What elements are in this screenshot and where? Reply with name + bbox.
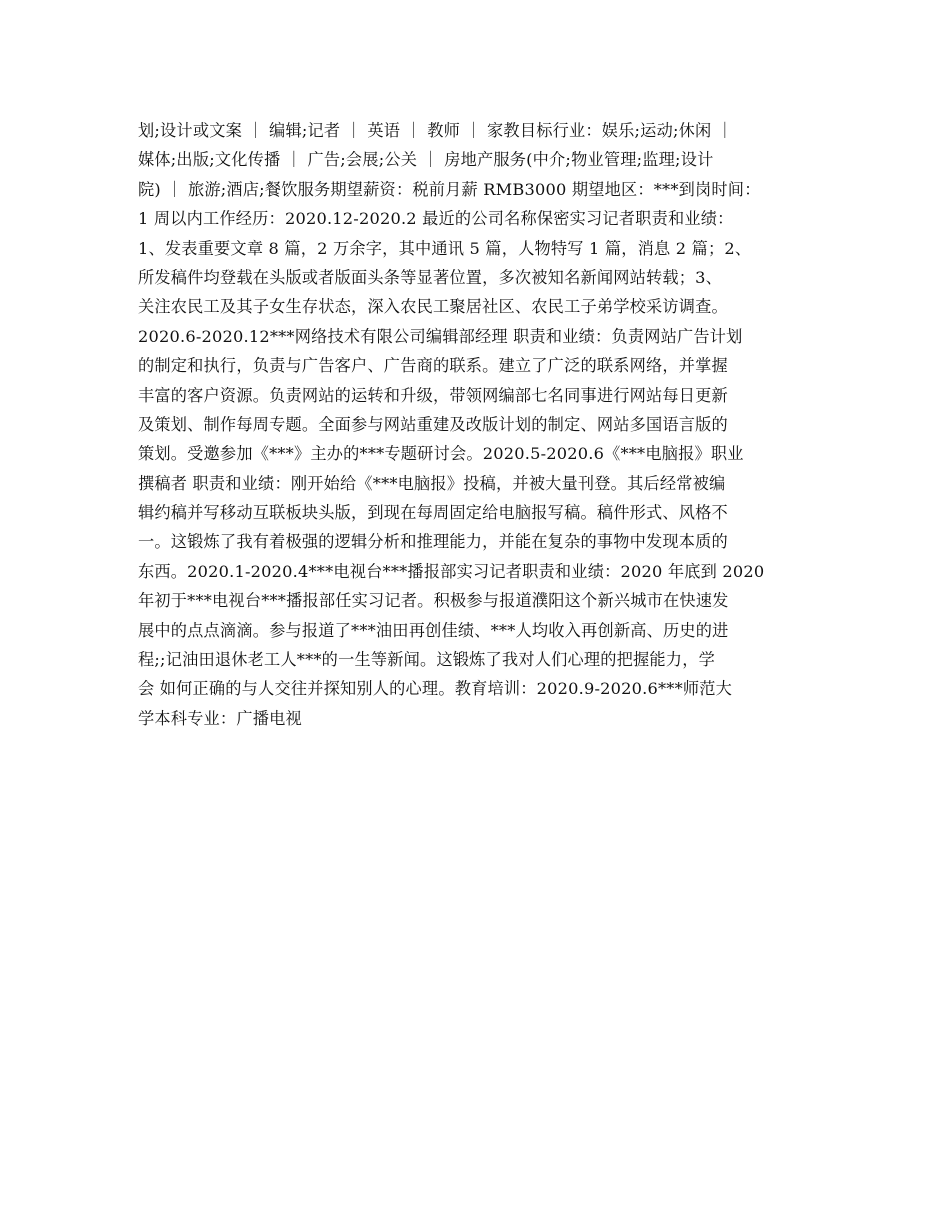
text-line: 一。这锻炼了我有着极强的逻辑分析和推理能力，并能在复杂的事物中发现本质的 — [138, 532, 728, 552]
text-line: 及策划、制作每周专题。全面参与网站重建及改版计划的制定、网站多国语言版的 — [138, 414, 728, 434]
text-line: 丰富的客户资源。负责网站的运转和升级，带领网编部七名同事进行网站每日更新 — [138, 385, 728, 405]
text-line: 策划。受邀参加《***》主办的***专题研讨会。2020.5-2020.6《***电脑报》职业 — [138, 444, 744, 464]
text-line: 年初于***电视台***播报部任实习记者。积极参与报道濮阳这个新兴城市在快速发 — [138, 591, 729, 611]
text-line: 辑约稿并写移动互联板块头版，到现在每周固定给电脑报写稿。稿件形式、风格不 — [138, 503, 728, 523]
text-line: 程;;记油田退休老工人***的一生等新闻。这锻炼了我对人们心理的把握能力，学 — [138, 650, 715, 670]
text-line: 媒体;出版;文化传播 ｜ 广告;会展;公关 ｜ 房地产服务(中介;物业管理;监理;设计 — [138, 150, 714, 170]
text-line: 撰稿者 职责和业绩：刚开始给《***电脑报》投稿，并被大量刊登。其后经常被编 — [138, 473, 726, 493]
text-line: 所发稿件均登载在头版或者版面头条等显著位置，多次被知名新闻网站转载；3、 — [138, 267, 723, 287]
text-line: 的制定和执行，负责与广告客户、广告商的联系。建立了广泛的联系网络，并掌握 — [138, 356, 728, 376]
text-line: 1、发表重要文章 8 篇，2 万余字，其中通讯 5 篇，人物特写 1 篇，消息 2 篇；2、 — [138, 238, 752, 258]
text-line: 关注农民工及其子女生存状态，深入农民工聚居社区、农民工子弟学校采访调查。 — [138, 297, 728, 317]
text-line: 1 周以内工作经历：2020.12-2020.2 最近的公司名称保密实习记者职责和业绩： — [138, 209, 734, 229]
text-line: 东西。2020.1-2020.4***电视台***播报部实习记者职责和业绩：2020 年底到 2020 — [138, 561, 765, 581]
text-line: 学本科专业：广播电视 — [138, 708, 302, 728]
text-line: 会 如何正确的与人交往并探知别人的心理。教育培训：2020.9-2020.6***师范大 — [138, 679, 733, 699]
text-line: 院) ｜ 旅游;酒店;餐饮服务期望薪资：税前月薪 RMB3000 期望地区：***到岗时间： — [138, 179, 761, 199]
text-line: 2020.6-2020.12***网络技术有限公司编辑部经理 职责和业绩：负责网站广告计划 — [138, 326, 743, 346]
resume-body-text — [138, 116, 828, 733]
text-line: 展中的点点滴滴。参与报道了***油田再创佳绩、***人均收入再创新高、历史的进 — [138, 620, 729, 640]
text-line: 划;设计或文案 ｜ 编辑;记者 ｜ 英语 ｜ 教师 ｜ 家教目标行业：娱乐;运动;休闲 ｜ — [138, 121, 734, 140]
